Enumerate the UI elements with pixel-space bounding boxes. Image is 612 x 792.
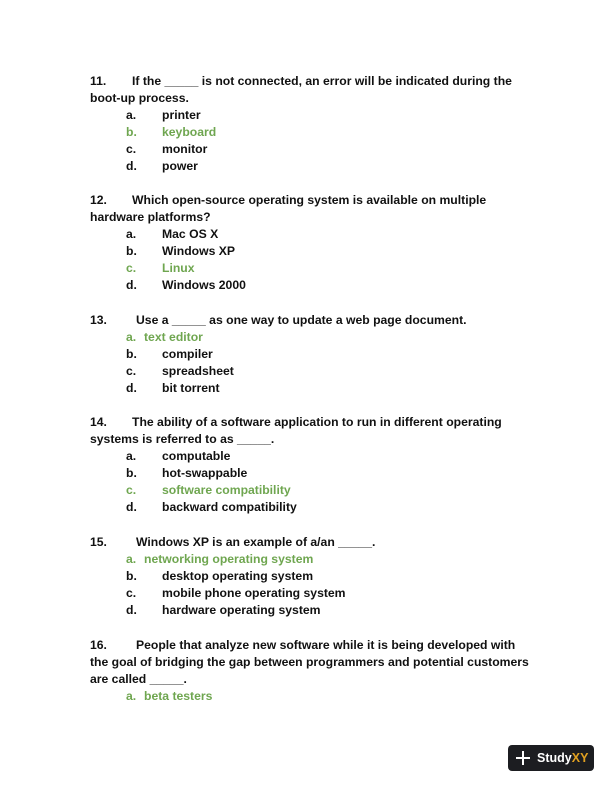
option: c. spreadsheet [126, 364, 234, 378]
question-16 [90, 637, 535, 688]
question-text: People that analyze new software while it is being developed with the goal of bridging the gap between programmers and potential customers are called _____. [90, 638, 529, 686]
option: a. Mac OS X [126, 227, 219, 241]
question-number: 11. [90, 74, 107, 88]
question-text: The ability of a software application to run in different operating systems is referred to as _____. [90, 415, 502, 446]
option: b. desktop operating system [126, 569, 314, 583]
options-16 [126, 688, 212, 705]
question-number: 16. [90, 638, 107, 652]
question-number: 15. [90, 535, 107, 549]
option-correct: a. beta testers [126, 689, 213, 703]
options-12 [126, 226, 246, 294]
brand-accent: XY [571, 751, 589, 765]
question-text: Use a _____ as one way to update a web page document. [136, 313, 467, 327]
question-number: 14. [90, 415, 107, 429]
question-text: If the _____ is not connected, an error will be indicated during the boot-up process. [90, 74, 512, 105]
options-11 [126, 107, 216, 175]
question-number: 13. [90, 313, 107, 327]
options-15 [126, 551, 346, 619]
brand-name: Study [537, 751, 572, 765]
option: d. hardware operating system [126, 603, 321, 617]
question-12 [90, 192, 535, 226]
plus-icon [516, 751, 530, 765]
option: d. power [126, 159, 198, 173]
option: a. computable [126, 449, 231, 463]
question-15 [90, 534, 535, 551]
option: b. compiler [126, 347, 213, 361]
question-text: Windows XP is an example of a/an _____. [136, 535, 376, 549]
option: c. monitor [126, 142, 208, 156]
option: d. bit torrent [126, 381, 220, 395]
option: a. printer [126, 108, 201, 122]
option-correct: c. software compatibility [126, 483, 291, 497]
options-14 [126, 448, 297, 516]
question-number: 12. [90, 193, 107, 207]
question-14 [90, 414, 535, 448]
option: b. hot-swappable [126, 466, 248, 480]
option: d. backward compatibility [126, 500, 297, 514]
question-13 [90, 312, 535, 329]
option: c. mobile phone operating system [126, 586, 346, 600]
option-correct: a. text editor [126, 330, 203, 344]
question-text: Which open-source operating system is available on multiple hardware platforms? [90, 193, 487, 224]
option-correct: a. networking operating system [126, 552, 314, 566]
option: d. Windows 2000 [126, 278, 246, 292]
option: b. Windows XP [126, 244, 236, 258]
question-11 [90, 73, 535, 107]
studyxy-badge[interactable] [508, 745, 594, 771]
options-13 [126, 329, 234, 397]
option-correct: c. Linux [126, 261, 195, 275]
option-correct: b. keyboard [126, 125, 217, 139]
